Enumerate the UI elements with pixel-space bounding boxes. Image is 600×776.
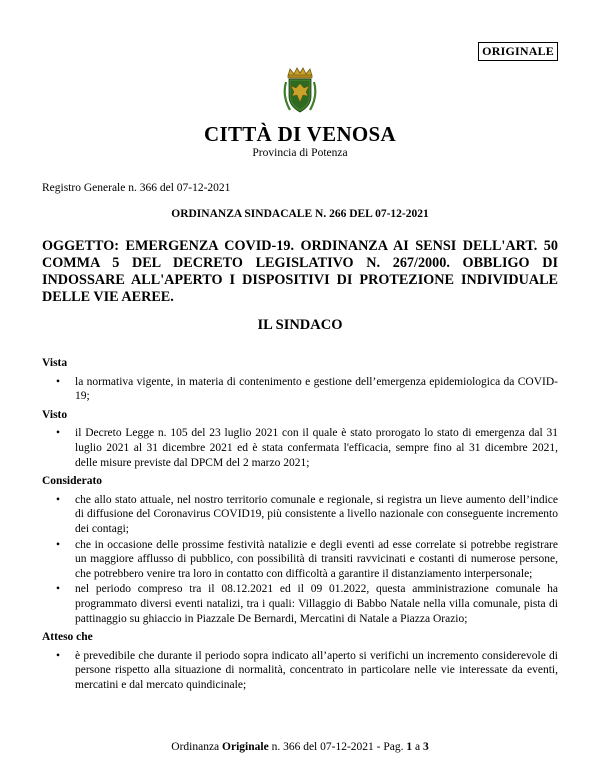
bullet-list	[42, 649, 558, 693]
originale-badge: ORIGINALE	[478, 42, 558, 61]
document-body	[42, 356, 558, 696]
footer-of: a	[414, 741, 421, 753]
section-vista	[42, 356, 558, 404]
bullet-item: • è prevedibile che durante il periodo sopra indicato all’aperto si verifichi un incremento considerevole di persone rispetto alla situazione di normalità, concentrato in particolare nelle vie interessate da eventi, mercatini e dal mercato quindicinale;	[42, 649, 558, 693]
bullet-list	[42, 493, 558, 626]
footer-page-number: 1	[406, 741, 413, 753]
province-name: Provincia di Potenza	[252, 147, 348, 159]
section-considerato	[42, 474, 558, 626]
footer-originale: Originale	[222, 741, 269, 753]
section-title: Considerato	[42, 475, 103, 488]
bullet-list	[42, 375, 558, 404]
section-atteso-che	[42, 630, 558, 692]
il-sindaco-heading: IL SINDACO	[257, 317, 343, 333]
ordinanza-title: ORDINANZA SINDACALE N. 266 DEL 07-12-2021	[171, 208, 429, 220]
oggetto-paragraph: OGGETTO: EMERGENZA COVID-19. ORDINANZA AI SENSI DELL'ART. 50 COMMA 5 DEL DECRETO LEGISLATIVO N. 267/2000. OBBLIGO DI INDOSSARE ALL'APERTO I DISPOSITIVI DI PROTEZIONE INDIVIDUALE DELLE VIE AEREE.	[42, 238, 558, 305]
city-name: CITTÀ DI VENOSA	[204, 122, 396, 146]
registro-generale: Registro Generale n. 366 del 07-12-2021	[42, 182, 231, 194]
page-footer	[0, 741, 600, 753]
bullet-item: • il Decreto Legge n. 105 del 23 luglio 2021 con il quale è stato prorogato lo stato di emergenza dal 31 luglio 2021 al 31 dicembre 2021 ed è stata confermata l'efficacia, sempre fino al 31 dicembre 2021, delle misure previste dal DPCM del 2 marzo 2021;	[42, 426, 558, 470]
footer-prefix: Ordinanza	[171, 741, 220, 753]
city-crest-icon	[282, 66, 318, 116]
section-title: Atteso che	[42, 631, 93, 644]
section-title: Vista	[42, 357, 68, 369]
footer-middle: n. 366 del 07-12-2021 - Pag.	[271, 741, 404, 753]
footer-page-total: 3	[422, 741, 429, 753]
section-title: Visto	[42, 408, 68, 421]
bullet-item: • che in occasione delle prossime festività natalizie e degli eventi ad esse correlate si potrebbe registrare un maggiore afflusso di pubblico, con possibilità di transiti ravvicinati e costanti di numerose persone, che potrebbero venire tra loro in contatto con difficoltà a garantire il distanziamento interpersonale;	[42, 538, 558, 582]
section-visto	[42, 408, 558, 470]
bullet-item: • la normativa vigente, in materia di contenimento e gestione dell’emergenza epidemiologica da COVID-19;	[42, 375, 558, 404]
bullet-item: • nel periodo compreso tra il 08.12.2021 ed il 09 01.2022, questa amministrazione comunale ha programmato diversi eventi natalizi, tra i quali: Villaggio di Babbo Natale nella villa comunale, pista di pattinaggio su ghiaccio in Piazzale De Bernardi, Mercatini di Natale a Piazza Orazio;	[42, 582, 558, 626]
bullet-item: • che allo stato attuale, nel nostro territorio comunale e regionale, si registra un lieve aumento dell’indice di diffusione del Coronavirus COVID19, più consistente a livello nazionale con conseguente incremento dei contagi;	[42, 493, 558, 537]
bullet-list	[42, 426, 558, 470]
